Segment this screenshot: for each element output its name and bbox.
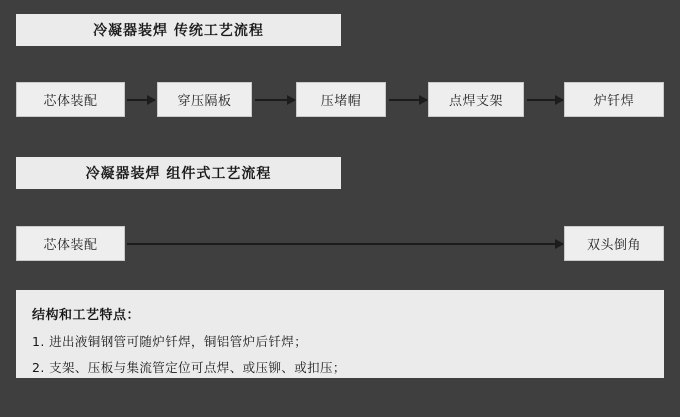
arrow-2 (255, 99, 295, 101)
section-title-traditional: 冷凝器装焊 传统工艺流程 (16, 14, 341, 46)
arrow-1 (127, 99, 155, 101)
process-box-double-head-chamfer: 双头倒角 (564, 226, 664, 261)
notes-line-1: 1. 进出液铜钢管可随炉钎焊，铜铝管炉后钎焊； (32, 334, 308, 349)
process-box-cap: 压堵帽 (296, 82, 386, 117)
arrow-4 (527, 99, 563, 101)
process-box-core-assembly-1: 芯体装配 (16, 82, 125, 117)
section-title-modular: 冷凝器装焊 组件式工艺流程 (16, 157, 341, 189)
process-box-partition: 穿压隔板 (157, 82, 252, 117)
notes-panel (16, 290, 664, 378)
process-box-furnace-brazing: 炉钎焊 (564, 82, 664, 117)
process-box-core-assembly-2: 芯体装配 (16, 226, 125, 261)
notes-title: 结构和工艺特点： (32, 308, 141, 323)
notes-line-2: 2. 支架、压板与集流管定位可点焊、或压铆、或扣压； (32, 360, 346, 375)
arrow-5 (127, 243, 563, 245)
arrow-3 (389, 99, 427, 101)
process-box-spot-weld-bracket: 点焊支架 (428, 82, 524, 117)
